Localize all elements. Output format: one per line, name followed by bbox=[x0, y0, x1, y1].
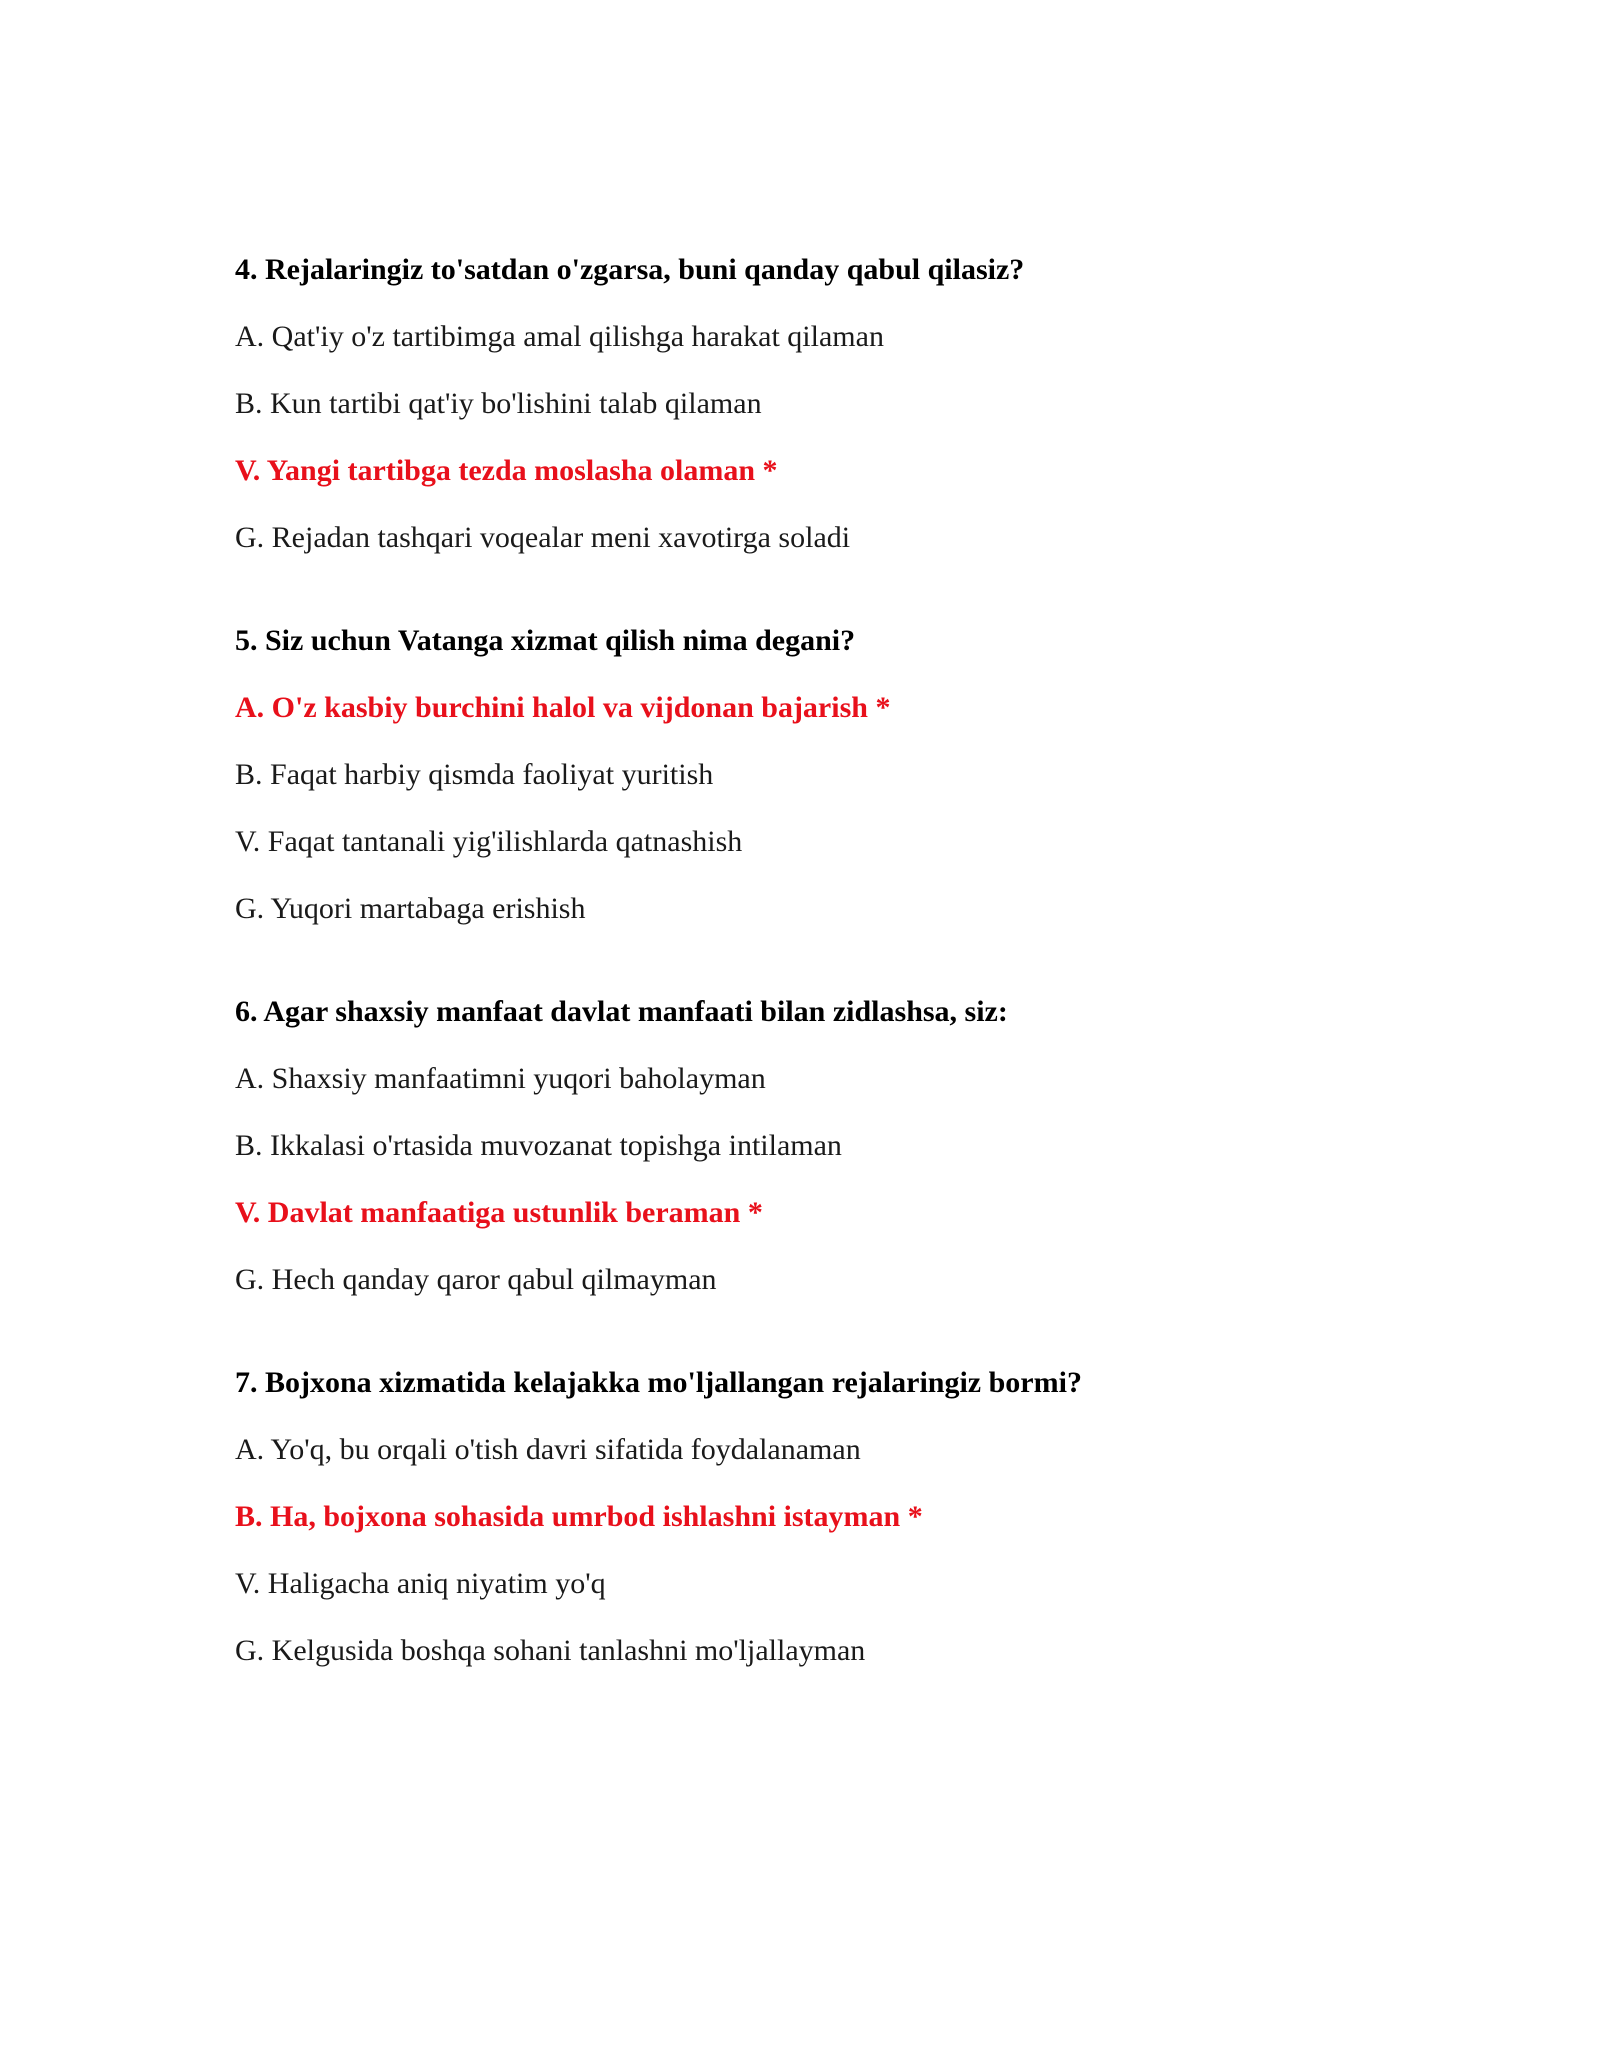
answer-option: B. Faqat harbiy qismda faoliyat yuritish bbox=[235, 758, 714, 791]
question-text: 6. Agar shaxsiy manfaat davlat manfaati bilan zidlashsa, siz: bbox=[235, 995, 1008, 1028]
answer-option: A. Shaxsiy manfaatimni yuqori baholayman bbox=[235, 1062, 766, 1095]
answer-option-correct: A. O'z kasbiy burchini halol va vijdonan bajarish * bbox=[235, 691, 891, 724]
question-text: 7. Bojxona xizmatida kelajakka mo'ljallangan rejalaringiz bormi? bbox=[235, 1366, 1082, 1399]
answer-option: B. Ikkalasi o'rtasida muvozanat topishga intilaman bbox=[235, 1129, 842, 1162]
answer-option-correct: V. Davlat manfaatiga ustunlik beraman * bbox=[235, 1196, 763, 1229]
answer-option: A. Yo'q, bu orqali o'tish davri sifatida foydalanaman bbox=[235, 1433, 861, 1466]
question-block-4 bbox=[235, 252, 1435, 556]
answer-option: V. Faqat tantanali yig'ilishlarda qatnashish bbox=[235, 825, 743, 858]
question-block-7 bbox=[235, 1365, 1435, 1669]
question-block-5 bbox=[235, 623, 1435, 927]
question-list bbox=[235, 252, 1435, 1736]
question-text: 4. Rejalaringiz to'satdan o'zgarsa, buni qanday qabul qilasiz? bbox=[235, 253, 1025, 286]
answer-option: G. Hech qanday qaror qabul qilmayman bbox=[235, 1263, 717, 1296]
answer-option-correct: B. Ha, bojxona sohasida umrbod ishlashni istayman * bbox=[235, 1500, 923, 1533]
question-block-6 bbox=[235, 994, 1435, 1298]
answer-option: G. Yuqori martabaga erishish bbox=[235, 892, 586, 925]
answer-option: V. Haligacha aniq niyatim yo'q bbox=[235, 1567, 606, 1600]
answer-option-correct: V. Yangi tartibga tezda moslasha olaman * bbox=[235, 454, 778, 487]
question-text: 5. Siz uchun Vatanga xizmat qilish nima degani? bbox=[235, 624, 856, 657]
answer-option: G. Rejadan tashqari voqealar meni xavotirga soladi bbox=[235, 521, 851, 554]
answer-option: B. Kun tartibi qat'iy bo'lishini talab qilaman bbox=[235, 387, 762, 420]
answer-option: G. Kelgusida boshqa sohani tanlashni mo'ljallayman bbox=[235, 1634, 866, 1667]
answer-option: A. Qat'iy o'z tartibimga amal qilishga harakat qilaman bbox=[235, 320, 884, 353]
